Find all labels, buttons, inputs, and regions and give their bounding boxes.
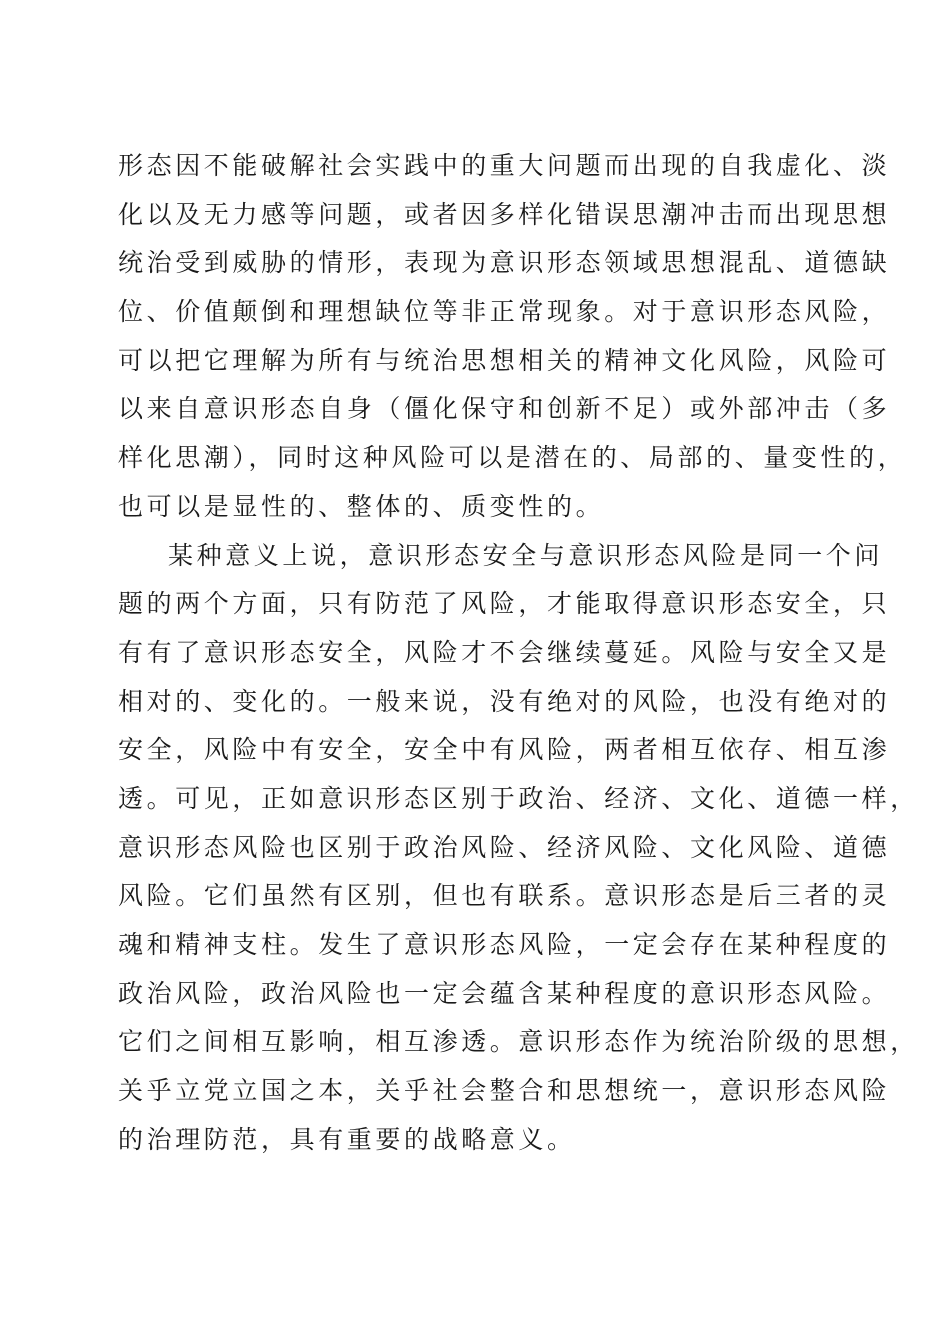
text-line: 意识形态风险也区别于政治风险、经济风险、文化风险、道德 <box>118 832 891 862</box>
text-line: 位、价值颠倒和理想缺位等非正常现象。对于意识形态风险， <box>118 297 891 327</box>
text-line: 以来自意识形态自身（僵化保守和创新不足）或外部冲击（多 <box>118 394 891 424</box>
paragraph-1 <box>118 142 907 532</box>
text-line: 有有了意识形态安全，风险才不会继续蔓延。风险与安全又是 <box>118 637 891 667</box>
text-line: 某种意义上说，意识形态安全与意识形态风险是同一个问 <box>168 540 884 570</box>
text-line: 关乎立党立国之本，关乎社会整合和思想统一，意识形态风险 <box>118 1076 891 1106</box>
text-line: 的治理防范，具有重要的战略意义。 <box>118 1124 576 1154</box>
text-line: 政治风险，政治风险也一定会蕴含某种程度的意识形态风险。 <box>118 978 891 1008</box>
text-line: 化以及无力感等问题，或者因多样化错误思潮冲击而出现思想 <box>118 199 891 229</box>
body-text <box>118 142 919 1164</box>
text-line: 它们之间相互影响，相互渗透。意识形态作为统治阶级的思想， <box>118 1027 919 1057</box>
text-line: 题的两个方面，只有防范了风险，才能取得意识形态安全，只 <box>118 589 891 619</box>
text-line: 样化思潮），同时这种风险可以是潜在的、局部的、量变性的， <box>118 443 907 473</box>
text-line: 安全，风险中有安全，安全中有风险，两者相互依存、相互渗 <box>118 735 891 765</box>
paragraph-2 <box>118 532 919 1165</box>
text-line: 形态因不能破解社会实践中的重大问题而出现的自我虚化、淡 <box>118 151 891 180</box>
text-line: 可以把它理解为所有与统治思想相关的精神文化风险，风险可 <box>118 345 891 375</box>
text-line: 也可以是显性的、整体的、质变性的。 <box>118 491 605 521</box>
text-line: 相对的、变化的。一般来说，没有绝对的风险，也没有绝对的 <box>118 686 891 716</box>
text-line: 魂和精神支柱。发生了意识形态风险，一定会存在某种程度的 <box>118 930 891 959</box>
text-line: 透。可见，正如意识形态区别于政治、经济、文化、道德一样， <box>118 783 919 813</box>
text-line: 统治受到威胁的情形，表现为意识形态领域思想混乱、道德缺 <box>118 248 891 278</box>
text-line: 风险。它们虽然有区别，但也有联系。意识形态是后三者的灵 <box>118 881 891 911</box>
